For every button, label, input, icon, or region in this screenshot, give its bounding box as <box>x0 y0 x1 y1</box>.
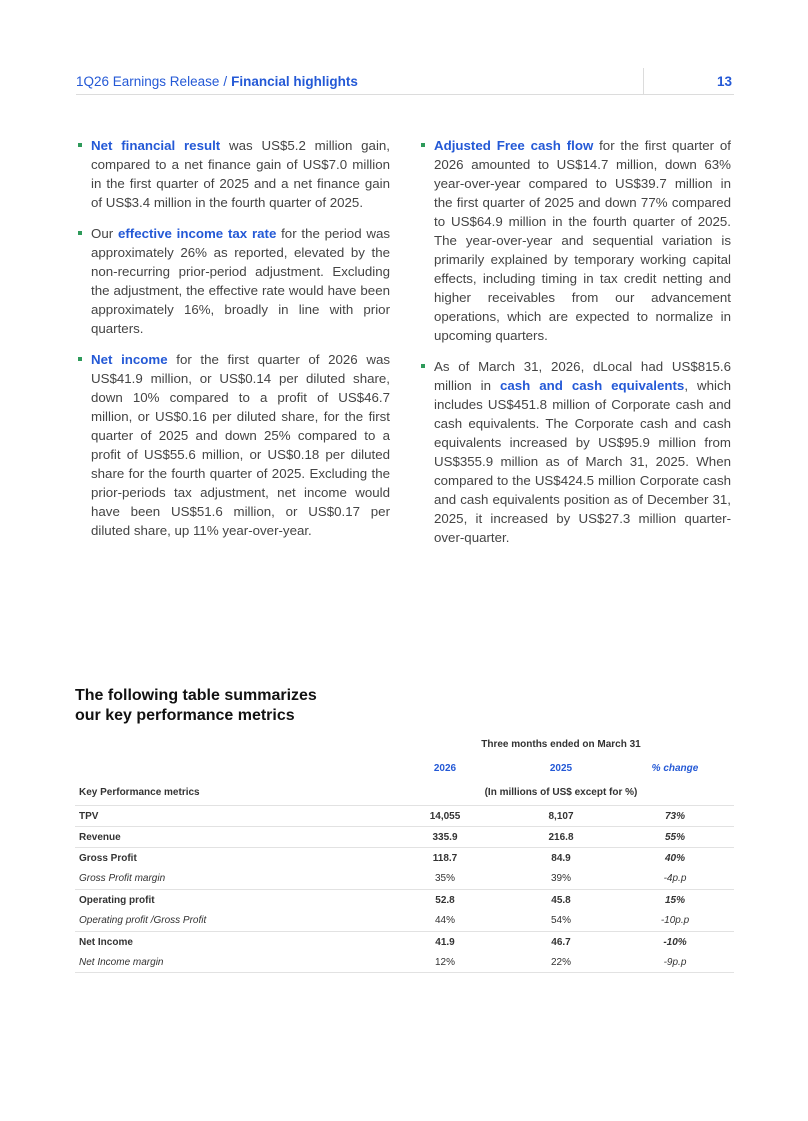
table-row <box>75 952 734 973</box>
header-divider <box>643 68 644 94</box>
value-2026: 12% <box>434 957 455 968</box>
highlight-term: Net financial result <box>91 138 221 153</box>
row-label: Net Income <box>79 937 133 948</box>
value-2026: 14,055 <box>429 811 461 822</box>
paragraph-prefix: As of March 31, 2026, dLocal had US$815.6 million in <box>434 359 731 393</box>
table-title-line1: The following table summarizes <box>75 687 317 704</box>
bullet-icon <box>421 364 425 368</box>
paragraph-text: for the period was approximately 26% as reported, elevated by the non-recurring prior-period adjustment. Excluding the adjustment, the effective rate would have been approximately 16%, broadly in line with prior quarters. <box>91 226 390 336</box>
paragraph-net-income <box>91 350 390 540</box>
value-2025: 22% <box>550 957 571 968</box>
paragraph-prefix: Our <box>91 226 118 241</box>
row-label: Operating profit /Gross Profit <box>79 915 207 926</box>
units-label: (In millions of US$ except for %) <box>484 787 638 798</box>
bullet-icon <box>78 231 82 235</box>
bullet-icon <box>78 143 82 147</box>
table-row <box>75 847 734 868</box>
value-2026: 52.8 <box>435 895 455 906</box>
table-header-period <box>75 733 734 757</box>
value-2025: 216.8 <box>548 832 574 843</box>
value-2025: 84.9 <box>551 853 571 864</box>
section-title: Financial highlights <box>231 74 358 89</box>
kpi-table <box>75 733 734 973</box>
table-title-line2: our key performance metrics <box>75 707 295 724</box>
table-row <box>75 868 734 889</box>
value-2026: 41.9 <box>435 937 455 948</box>
value-2026: 44% <box>434 915 455 926</box>
col-header-2026: 2026 <box>433 763 457 774</box>
row-label: Gross Profit margin <box>79 873 166 884</box>
paragraph-adjusted-fcf <box>434 136 731 345</box>
value-change: -9p.p <box>663 957 687 968</box>
highlight-term: cash and cash equivalents <box>499 378 685 393</box>
paragraph-text: for the first quarter of 2026 amounted to US$14.7 million, down 63% year-over-year compared to US$39.7 million in the first quarter of 2025 and down 77% compared to US$64.9 million in the fourth quarter of 2025. The year-over-year and sequential variation is primarily explained by temporary working capital effects, including timing in tax credit netting and higher receivables from our advancement operations, which are expected to normalize in upcoming quarters. <box>434 138 731 343</box>
table-row <box>75 931 734 952</box>
breadcrumb <box>76 74 358 89</box>
value-2025: 39% <box>550 873 571 884</box>
value-2025: 8,107 <box>548 811 574 822</box>
paragraph-net-financial-result <box>91 136 390 212</box>
doc-title: 1Q26 Earnings Release <box>76 74 220 89</box>
row-label: Net Income margin <box>79 957 164 968</box>
row-label: Operating profit <box>79 895 155 906</box>
value-2026: 118.7 <box>432 853 458 864</box>
breadcrumb-separator: / <box>223 74 228 89</box>
value-2025: 46.7 <box>551 937 571 948</box>
page-header <box>76 68 734 95</box>
value-2026: 35% <box>434 873 455 884</box>
left-column <box>91 136 390 552</box>
value-change: 73% <box>664 811 685 822</box>
period-header: Three months ended on March 31 <box>481 739 641 750</box>
table-title <box>75 686 395 726</box>
value-change: -10% <box>663 937 687 948</box>
value-change: 55% <box>664 832 685 843</box>
value-change: -10p.p <box>660 915 690 926</box>
row-label: Revenue <box>79 832 121 843</box>
table-row <box>75 826 734 847</box>
paragraph-text: , which includes US$451.8 million of Corporate cash and cash equivalents. The Corporate cash and cash equivalents increased by US$95.9 million from US$355.9 million as of March 31, 2025. When compared to the US$424.5 million Corporate cash and cash equivalents position as of December 31, 2025, it increased by US$27.3 million quarter-over-quarter. <box>434 378 731 545</box>
metrics-label: Key Performance metrics <box>79 787 200 798</box>
table-header-metrics <box>75 781 734 805</box>
table-row <box>75 910 734 931</box>
table-row <box>75 805 734 826</box>
highlight-term: Adjusted Free cash flow <box>434 138 594 153</box>
paragraph-text: for the first quarter of 2026 was US$41.9 million, or US$0.14 per diluted share, down 10% compared to a profit of US$46.7 million, or US$0.16 per diluted share, for the first quarter of 2025 and down 25% compared to a profit of US$55.6 million, or US$0.18 per diluted share for the fourth quarter of 2025. Excluding the prior-periods tax adjustment, net income would have been US$51.6 million, or US$0.17 per diluted share, up 11% year-over-year. <box>91 352 390 538</box>
paragraph-effective-tax-rate <box>91 224 390 338</box>
value-change: 15% <box>664 895 685 906</box>
bullet-icon <box>78 357 82 361</box>
row-label: Gross Profit <box>79 853 137 864</box>
right-column <box>434 136 731 559</box>
highlight-term: Net income <box>91 352 168 367</box>
bullet-icon <box>421 143 425 147</box>
value-2025: 54% <box>550 915 571 926</box>
paragraph-text: was US$5.2 million gain, compared to a net finance gain of US$7.0 million in the first quarter of 2025 and a net finance gain of US$3.4 million in the fourth quarter of 2025. <box>91 138 390 210</box>
col-header-change: % change <box>651 763 699 774</box>
highlight-term: effective income tax rate <box>117 226 277 241</box>
page-number: 13 <box>716 74 732 89</box>
col-header-2025: 2025 <box>549 763 573 774</box>
row-label: TPV <box>79 811 99 822</box>
value-change: 40% <box>664 853 685 864</box>
value-2025: 45.8 <box>551 895 571 906</box>
paragraph-cash-equivalents <box>434 357 731 547</box>
value-2026: 335.9 <box>432 832 458 843</box>
table-header-years <box>75 757 734 781</box>
table-row <box>75 889 734 910</box>
value-change: -4p.p <box>663 873 687 884</box>
